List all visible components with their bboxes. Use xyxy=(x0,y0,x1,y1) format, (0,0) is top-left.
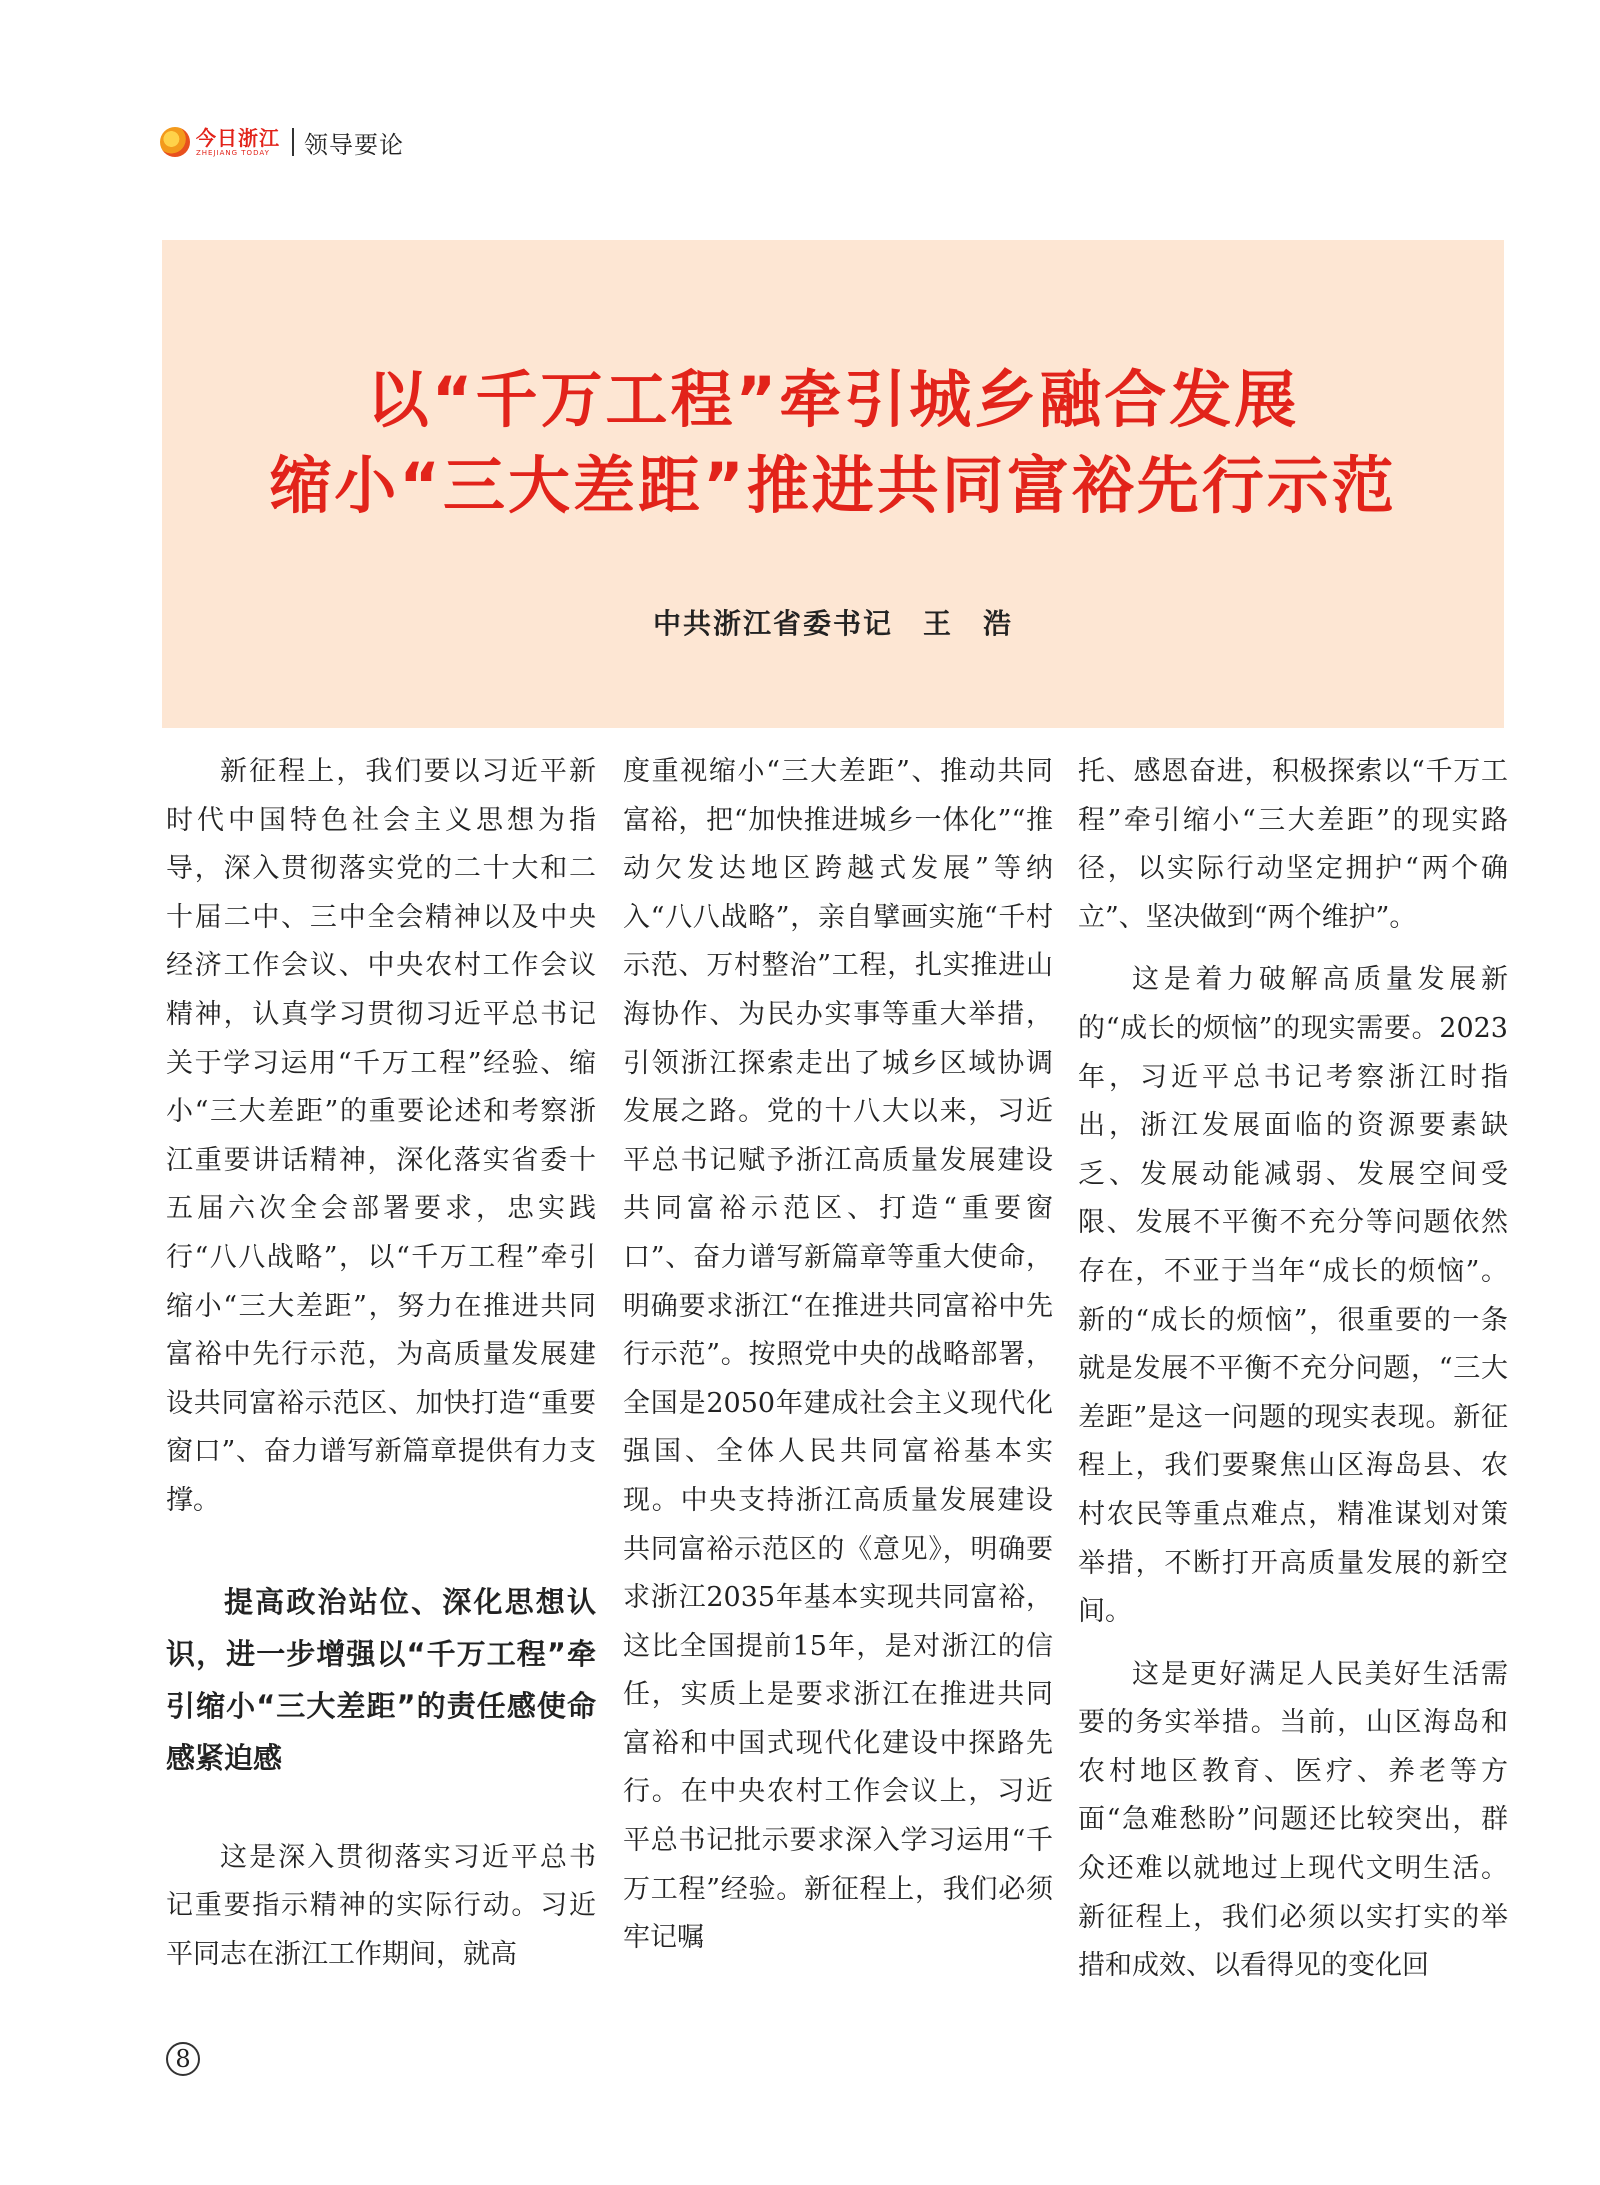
section-subheading: 提高政治站位、深化思想认识，进一步增强以“千万工程”牵引缩小“三大差距”的责任感使命感紧迫感 xyxy=(166,1584,596,1775)
paragraph: 这是着力破解高质量发展新的“成长的烦恼”的现实需要。2023年，习近平总书记考察浙江时指出，浙江发展面临的资源要素缺乏、发展动能减弱、发展空间受限、发展不平衡不充分等问题依然存在，不亚于当年“成长的烦恼”。新的“成长的烦恼”，很重要的一条就是发展不平衡不充分问题，“三大差距”是这一问题的现实表现。新征程上，我们要聚焦山区海岛县、农村农民等重点难点，精准谋划对策举措，不断打开高质量发展的新空间。 xyxy=(1078,964,1508,1628)
section-label: 领导要论 xyxy=(304,130,404,159)
title-banner xyxy=(162,240,1504,728)
paragraph: 新征程上，我们要以习近平新时代中国特色社会主义思想为指导，深入贯彻落实党的二十大和二十届二中、三中全会精神以及中央经济工作会议、中央农村工作会议精神，认真学习贯彻习近平总书记关于学习运用“千万工程”经验、缩小“三大差距”的重要论述和考察浙江重要讲话精神，深化落实省委十五届六次全会部署要求，忠实践行“八八战略”，以“千万工程”牵引缩小“三大差距”，努力在推进共同富裕中先行示范，为高质量发展建设共同富裕示范区、加快打造“重要窗口”、奋力谱写新篇章提供有力支撑。 xyxy=(166,756,596,1516)
paragraph: 度重视缩小“三大差距”、推动共同富裕，把“加快推进城乡一体化”“推动欠发达地区跨越式发展”等纳入“八八战略”，亲自擘画实施“千村示范、万村整治”工程，扎实推进山海协作、为民办实事等重大举措，引领浙江探索走出了城乡区域协调发展之路。党的十八大以来，习近平总书记赋予浙江高质量发展建设共同富裕示范区、打造“重要窗口”、奋力谱写新篇章等重大使命，明确要求浙江“在推进共同富裕中先行示范”。按照党中央的战略部署，全国是2050年建成社会主义现代化强国、全体人民共同富裕基本实现。中央支持浙江高质量发展建设共同富裕示范区的《意见》，明确要求浙江2035年基本实现共同富裕，这比全国提前15年，是对浙江的信任，实质上是要求浙江在推进共同富裕和中国式现代化建设中探路先行。在中央农村工作会议上，习近平总书记批示要求深入学习运用“千万工程”经验。新征程上，我们必须牢记嘱 xyxy=(623,756,1053,1954)
article-column-3 xyxy=(1078,748,1508,1991)
paragraph: 这是更好满足人民美好生活需要的务实举措。当前，山区海岛和农村地区教育、医疗、养老等方面“急难愁盼”问题还比较突出，群众还难以就地过上现代文明生活。新征程上，我们必须以实打实的举措和成效、以看得见的变化回 xyxy=(1078,1658,1508,1982)
logo-text xyxy=(196,125,280,157)
logo-chinese: 今日浙江 xyxy=(196,125,280,150)
article-column-2 xyxy=(623,748,1053,1963)
magazine-logo xyxy=(160,127,280,157)
title-line-1: 以“千万工程”牵引城乡融合发展 xyxy=(366,363,1300,436)
page-number: 8 xyxy=(166,2042,200,2076)
page-header xyxy=(160,120,404,164)
author-byline: 中共浙江省委书记 王 浩 xyxy=(652,607,1013,640)
logo-english: ZHEJIANG TODAY xyxy=(196,148,270,157)
title-line-2: 缩小“三大差距”推进共同富裕先行示范 xyxy=(269,449,1397,522)
header-divider xyxy=(292,128,294,156)
paragraph: 托、感恩奋进，积极探索以“千万工程”牵引缩小“三大差距”的现实路径，以实际行动坚定拥护“两个确立”、坚决做到“两个维护”。 xyxy=(1078,756,1508,933)
paragraph: 这是深入贯彻落实习近平总书记重要指示精神的实际行动。习近平同志在浙江工作期间，就高 xyxy=(166,1841,596,1970)
article-column-1 xyxy=(166,748,596,1979)
logo-sun-icon xyxy=(160,127,190,157)
